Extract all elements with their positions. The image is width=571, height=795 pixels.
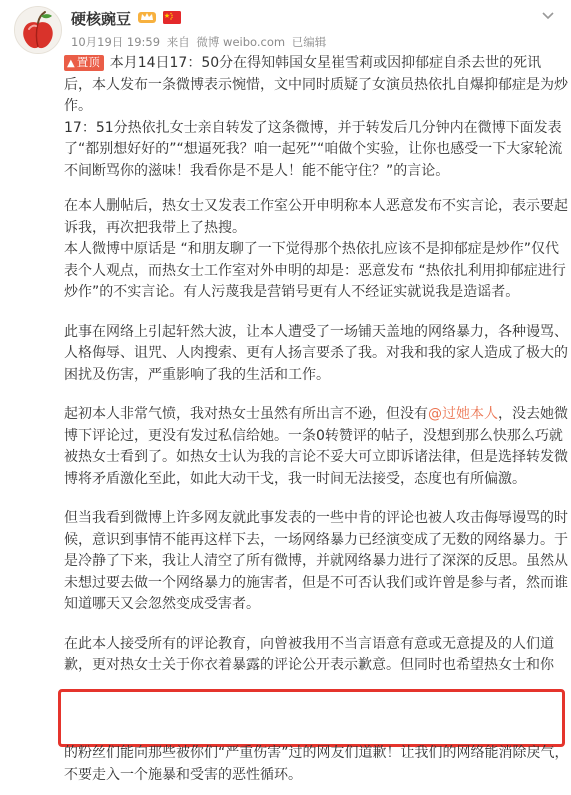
paragraph-4: 本人微博中原话是 “和朋友聊了一下觉得那个热依扎应该不是抑郁症是炒作”仅代表个人观点，而热女士工作室对外申明的却是：恶意发布 “热依扎利用抑郁症进行炒作”的不实言论。有人污蔑我是营销号更有人不经证实就说我是造谣者。 [64, 241, 566, 300]
paragraph-5: 此事在网络上引起轩然大波，让本人遭受了一场铺天盖地的网络暴力，各种谩骂、人格侮辱、诅咒、人肉搜索、更有人扬言要杀了我。对我和我的家人造成了极大的困扰及伤害，严重影响了我的生活和工作。 [64, 323, 568, 383]
peach-avatar-icon [15, 7, 61, 53]
paragraph-text: ，没去她微博下评论过，更没有发过私信给她。一条0转赞评的帖子，没想到那么快那么巧就被热女士看到了。如热女士认为我的言论不妥大可立即诉诸法律，但是选择转发微博将矛盾激化至此，如此大动干戈，我一时间无法接受，态度也有所偏激。 [64, 406, 568, 487]
paragraph-6 [64, 404, 569, 490]
paragraph-3: 在本人删帖后，热女士又发表工作室公开申明称本人恶意发布不实言论，表示要起诉我，再次把我带上了热搜。 [64, 198, 568, 236]
paragraph-2: 17：51分热依扎女士亲自转发了这条微博，并于转发后几分钟内在微博下面发表了“都别想好好的”“想逼死我？咱一起死”“咱做个实验，让你也感受一下大家轮流不间断骂你的滋味！我看你是不是人！能不能守住？”的言论。 [64, 119, 563, 179]
mention-link[interactable]: @过她本人 [428, 406, 498, 422]
highlighted-paragraph: 在此本人接受所有的评论教育，向曾被我用不当言语意有意或无意提及的人们道歉，更对热女士关于你衣着暴露的评论公开表示歉意。但同时也希望热女士和你 [64, 635, 554, 673]
post-header [0, 0, 571, 58]
post-meta [71, 34, 329, 50]
highlight-box [58, 689, 565, 747]
pin-label: 置顶 [76, 55, 100, 69]
post-body [64, 53, 569, 677]
avatar[interactable] [14, 6, 62, 54]
source-prefix: 来自 [166, 35, 190, 49]
username[interactable]: 硬核豌豆 [71, 9, 132, 28]
china-flag-icon [163, 9, 181, 28]
paragraph-tail: 的粉丝们能向那些被你们“严重伤害”过的网友们道歉！让我们的网络能消除戾气，不要走入一个施暴和受害的恶性循环。 [64, 745, 569, 783]
pin-badge [64, 55, 104, 71]
paragraph-7: 但当我看到微博上许多网友就此事发表的一些中肯的评论也被人攻击侮辱谩骂的时候，意识到事情不能再这样下去，一场网络暴力已经演变成了无数的网络暴力。于是冷静了下来，我让人清空了所有微博，并就网络暴力进行了深深的反思。虽然从未想过要去做一个网络暴力的施害者，但是不可否认我们或许曾是参与者，然而谁知道哪天又会忽然变成受害者。 [64, 510, 568, 612]
post-source[interactable]: 微博 weibo.com [196, 35, 286, 49]
post-date[interactable]: 10月19日 19:59 [71, 35, 161, 49]
paragraph-text: 本月14日17：50分在得知韩国女星崔雪莉或因抑郁症自杀去世的死讯后，本人发布一条微博表示惋惜，文中同时质疑了女演员热依扎自爆抑郁症是为炒作。 [64, 55, 568, 114]
edited-label[interactable]: 已编辑 [291, 35, 327, 49]
paragraph-text: 起初本人非常气愤，我对热女士虽然有所出言不逊，但没有 [64, 406, 428, 422]
chevron-down-icon[interactable] [539, 8, 557, 22]
paragraph-1 [64, 53, 569, 118]
vip-crown-icon[interactable] [137, 8, 157, 28]
pin-icon: ▲ [67, 58, 75, 69]
